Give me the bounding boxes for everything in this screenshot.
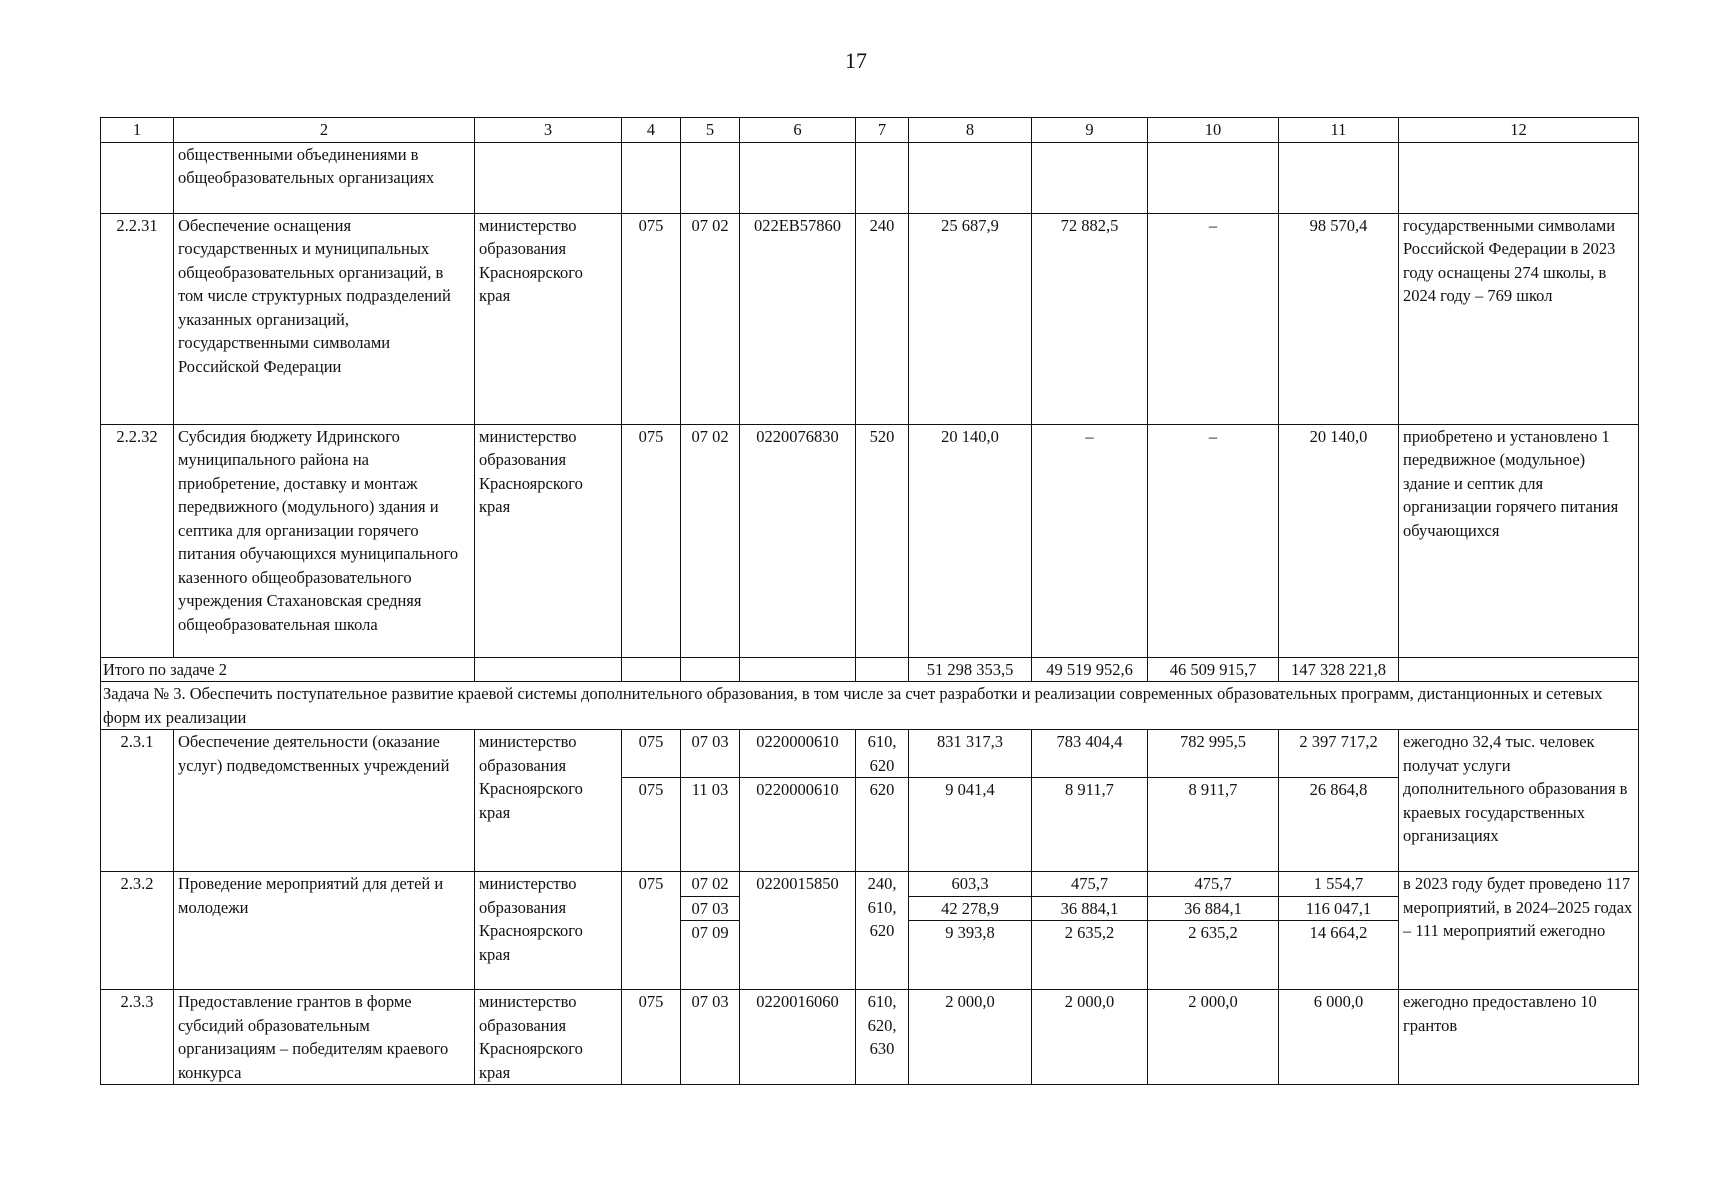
col11-value: 2 397 717,2 — [1279, 730, 1399, 778]
header-row — [101, 118, 1639, 143]
header-cell: 3 — [475, 118, 622, 143]
task-3-heading-row — [101, 682, 1639, 730]
col5-value: 07 03 — [681, 990, 740, 1085]
page-number: 17 — [845, 48, 867, 73]
col5-value: 07 03 — [681, 897, 739, 922]
total-col10: 46 509 915,7 — [1148, 657, 1279, 682]
col10-value: 475,7 — [1148, 872, 1278, 897]
measure-name: Предоставление грантов в форме субсидий образовательным организациям – победителям краевого конкурса — [174, 990, 475, 1085]
header-cell: 11 — [1279, 118, 1399, 143]
expected-result: приобретено и установлено 1 передвижное (модульное) здание и септик для организации горячего питания обучающихся — [1399, 424, 1639, 657]
col11-value: 98 570,4 — [1279, 213, 1399, 424]
col8-cell — [909, 872, 1032, 990]
col6-value: 0220015850 — [740, 872, 856, 990]
table-row-2-2-31 — [101, 213, 1639, 424]
col8-value: 2 000,0 — [909, 990, 1032, 1085]
col8-value: 25 687,9 — [909, 213, 1032, 424]
col10-value: 782 995,5 — [1148, 730, 1279, 778]
col9-value: 36 884,1 — [1032, 897, 1147, 922]
col10-value: 8 911,7 — [1148, 778, 1279, 872]
header-cell: 9 — [1032, 118, 1148, 143]
col9-value: 2 000,0 — [1032, 990, 1148, 1085]
agency: министерство образования Красноярского края — [475, 990, 622, 1085]
table-row-2-3-2 — [101, 872, 1639, 990]
col5-cell — [681, 872, 740, 990]
row-number: 2.2.31 — [101, 213, 174, 424]
col6-value: 0220016060 — [740, 990, 856, 1085]
col11-value: 116 047,1 — [1279, 897, 1398, 922]
col9-value: 2 635,2 — [1064, 923, 1115, 942]
col10-value: – — [1148, 424, 1279, 657]
col5-value: 07 03 — [681, 730, 740, 778]
col5-value: 07 02 — [681, 213, 740, 424]
agency: министерство образования Красноярского края — [475, 730, 622, 872]
col11-value: 26 864,8 — [1279, 778, 1399, 872]
col11-cell — [1279, 872, 1399, 990]
task-3-text: Задача № 3. Обеспечить поступательное развитие краевой системы дополнительного образования, в том числе за счет разработки и реализации современных образовательных программ, дистанционных и сетевых форм их реализации — [101, 682, 1639, 730]
measure-name: общественными объединениями в общеобразовательных организациях — [174, 142, 475, 213]
total-row-task-2 — [101, 657, 1639, 682]
col9-value: 72 882,5 — [1032, 213, 1148, 424]
col9-value: 8 911,7 — [1032, 778, 1148, 872]
header-cell: 1 — [101, 118, 174, 143]
measure-name: Субсидия бюджету Идринского муниципального района на приобретение, доставку и монтаж передвижного (модульного) здания и септика для организации горячего питания обучающихся муниципального казенного общеобразовательного учреждения Стахановская средняя общеобразовательная школа — [174, 424, 475, 657]
agency: министерство образования Красноярского края — [475, 872, 622, 990]
row-number: 2.3.2 — [101, 872, 174, 990]
header-cell: 5 — [681, 118, 740, 143]
table-row-2-2-32 — [101, 424, 1639, 657]
col4-value: 075 — [622, 990, 681, 1085]
col7-value: 610, 620 — [856, 730, 909, 778]
col9-value: 475,7 — [1032, 872, 1147, 897]
col11-value: 1 554,7 — [1279, 872, 1398, 897]
row-number: 2.2.32 — [101, 424, 174, 657]
total-col9: 49 519 952,6 — [1032, 657, 1148, 682]
col4-value: 075 — [622, 213, 681, 424]
expected-result: ежегодно предоставлено 10 грантов — [1399, 990, 1639, 1085]
col6-value: 0220000610 — [740, 778, 856, 872]
col4-value: 075 — [622, 730, 681, 778]
col8-value: 20 140,0 — [909, 424, 1032, 657]
col6-value: 022EB57860 — [740, 213, 856, 424]
header-cell: 6 — [740, 118, 856, 143]
col11-value: 14 664,2 — [1309, 923, 1368, 942]
col9-cell — [1032, 872, 1148, 990]
col7-value: 610, 620, 630 — [856, 990, 909, 1085]
header-cell: 7 — [856, 118, 909, 143]
col5-value: 11 03 — [681, 778, 740, 872]
col8-value: 42 278,9 — [909, 897, 1031, 922]
row-number: 2.3.3 — [101, 990, 174, 1085]
measure-name: Проведение мероприятий для детей и молодежи — [174, 872, 475, 990]
total-label: Итого по задаче 2 — [101, 657, 475, 682]
col11-value: 20 140,0 — [1279, 424, 1399, 657]
measure-name: Обеспечение оснащения государственных и муниципальных общеобразовательных организаций, в том числе структурных подразделений указанных организаций, государственными символами Российской Федерации — [174, 213, 475, 424]
col5-value: 07 09 — [691, 923, 729, 942]
col11-value: 6 000,0 — [1279, 990, 1399, 1085]
col8-value: 9 041,4 — [909, 778, 1032, 872]
col10-value: 2 000,0 — [1148, 990, 1279, 1085]
col5-value: 07 02 — [681, 872, 739, 897]
total-col11: 147 328 221,8 — [1279, 657, 1399, 682]
total-col8: 51 298 353,5 — [909, 657, 1032, 682]
col8-value: 9 393,8 — [945, 923, 995, 942]
col7-value: 240, 610, 620 — [856, 872, 909, 990]
header-cell: 10 — [1148, 118, 1279, 143]
agency: министерство образования Красноярского края — [475, 424, 622, 657]
col7-value: 520 — [856, 424, 909, 657]
col10-value: 2 635,2 — [1188, 923, 1238, 942]
col4-value: 075 — [622, 424, 681, 657]
col9-value: 783 404,4 — [1032, 730, 1148, 778]
table-row-continuation — [101, 142, 1639, 213]
col8-value: 831 317,3 — [909, 730, 1032, 778]
expected-result: в 2023 году будет проведено 117 мероприятий, в 2024–2025 годах – 111 мероприятий ежегодно — [1399, 872, 1639, 990]
row-number: 2.3.1 — [101, 730, 174, 872]
agency: министерство образования Красноярского края — [475, 213, 622, 424]
col6-value: 0220000610 — [740, 730, 856, 778]
table-row-2-3-1 — [101, 730, 1639, 778]
col4-value: 075 — [622, 778, 681, 872]
table-row-2-3-3 — [101, 990, 1639, 1085]
header-cell: 2 — [174, 118, 475, 143]
col10-value: 36 884,1 — [1148, 897, 1278, 922]
col8-value: 603,3 — [909, 872, 1031, 897]
expected-result: ежегодно 32,4 тыс. человек получат услуги дополнительного образования в краевых государственных организациях — [1399, 730, 1639, 872]
program-table — [100, 117, 1639, 1085]
col7-value: 620 — [856, 778, 909, 872]
header-cell: 4 — [622, 118, 681, 143]
col9-value: – — [1032, 424, 1148, 657]
col4-value: 075 — [622, 872, 681, 990]
header-cell: 8 — [909, 118, 1032, 143]
col6-value: 0220076830 — [740, 424, 856, 657]
col10-cell — [1148, 872, 1279, 990]
expected-result: государственными символами Российской Федерации в 2023 году оснащены 274 школы, в 2024 году – 769 школ — [1399, 213, 1639, 424]
measure-name: Обеспечение деятельности (оказание услуг) подведомственных учреждений — [174, 730, 475, 872]
col5-value: 07 02 — [681, 424, 740, 657]
header-cell: 12 — [1399, 118, 1639, 143]
col10-value: – — [1148, 213, 1279, 424]
col7-value: 240 — [856, 213, 909, 424]
